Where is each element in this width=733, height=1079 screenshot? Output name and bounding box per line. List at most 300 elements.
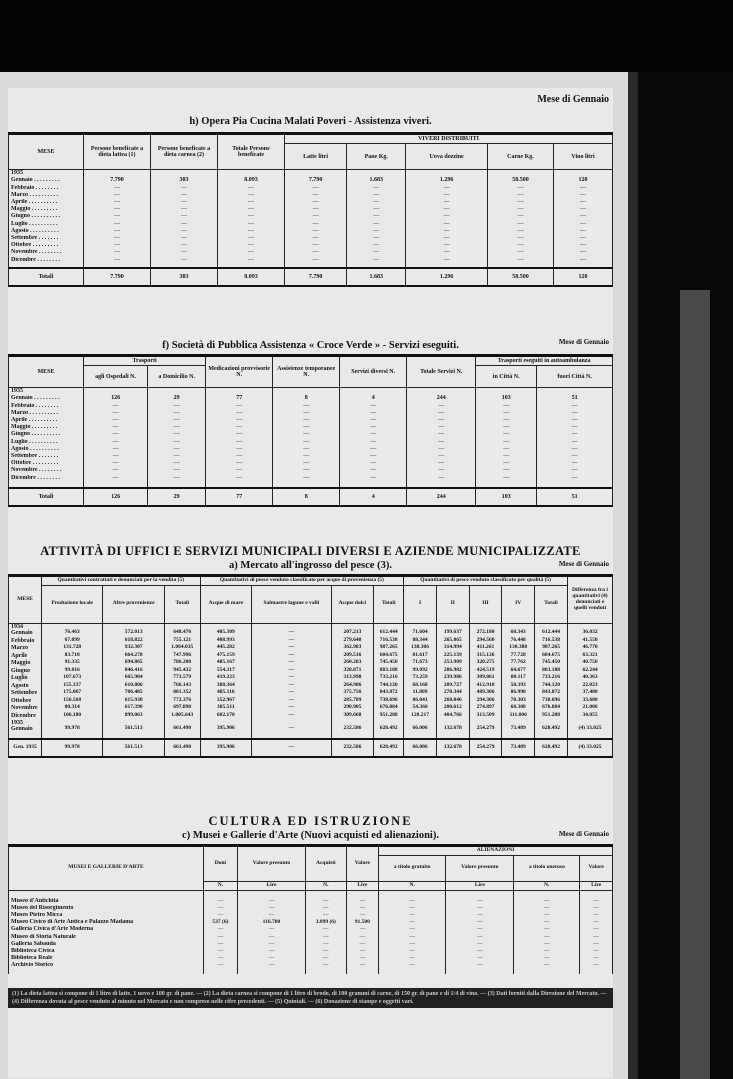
- unit: N.: [204, 881, 238, 890]
- total-cell: 628.492: [374, 739, 404, 757]
- section-h-title: h) Opera Pia Cucina Malati Poveri - Assistenza viveri.: [189, 116, 432, 127]
- data-cell: 130.388: [502, 645, 535, 653]
- total-cell: 8.093: [218, 268, 285, 286]
- col-qualita-2: II: [436, 585, 469, 623]
- unit: N.: [379, 881, 446, 890]
- data-col: 7.790 — — — — — — — — — — —: [285, 170, 347, 268]
- total-cell: 628.492: [535, 739, 568, 757]
- data-cell: 80.117: [502, 675, 535, 683]
- data-cell: 362.983: [331, 645, 374, 653]
- section-c-table: [8, 844, 613, 974]
- totals-row: [9, 488, 613, 506]
- data-cell: 260.283: [331, 660, 374, 668]
- section-c-month: Mese di Gennaio: [558, 830, 609, 838]
- data-cell: 68.168: [404, 683, 437, 691]
- totals-label: Gen. 1935: [9, 739, 42, 757]
- col-valore-presunto-alien: Valore presunto: [446, 855, 514, 881]
- col-qualita-1: I: [404, 585, 437, 623]
- total-cell: 395.906: [200, 739, 252, 757]
- data-cell: 618.822: [103, 638, 165, 646]
- total-cell: 51: [537, 488, 613, 506]
- data-cell: 91.335: [42, 660, 103, 668]
- col-musei: MUSEI E GALLERIE D'ARTE: [9, 846, 204, 891]
- data-cell: 572.013: [103, 630, 165, 638]
- month-label: Aprile: [9, 653, 42, 661]
- data-cell: —: [252, 653, 331, 661]
- col-totale-servizi: Totale Servizi N.: [407, 356, 476, 388]
- col-produzione-locale: Produzione locale: [42, 585, 103, 623]
- col-group-trasporti: Trasporti: [84, 356, 206, 366]
- year-label: 1935: [11, 388, 23, 395]
- data-cell: 272.180: [469, 630, 502, 638]
- col-mese: MESE: [9, 134, 84, 170]
- data-cell: 843.872: [374, 690, 404, 698]
- data-cell: 239.986: [436, 675, 469, 683]
- col-dieta-carnea: Persone beneficate a dieta carnea (2): [151, 134, 218, 170]
- data-cell: 54.360: [404, 705, 437, 713]
- col-assistenze: Assistenze temporanee N.: [273, 356, 340, 388]
- data-col: 303 — — — — — — — — — — —: [151, 170, 218, 268]
- data-col: 1.683 — — — — — — — — — — —: [347, 170, 406, 268]
- data-cell: 628.492: [535, 726, 568, 739]
- col-acquisti: Acquisti: [306, 846, 347, 882]
- data-cell: 706.485: [103, 690, 165, 698]
- data-cell: 766.143: [164, 683, 200, 691]
- col-totali: Totali: [164, 585, 200, 623]
- museo-name: Museo Civico di Arte Antica e Palazzo Madama: [11, 919, 134, 926]
- month-label: Ottobre: [9, 698, 42, 706]
- data-cell: 684.675: [535, 653, 568, 661]
- col-dieta-lattea: Persone beneficate a dieta lattea (1): [84, 134, 151, 170]
- data-col: 29 — — — — — — — — — — —: [148, 388, 206, 488]
- data-cell: 99.092: [404, 668, 437, 676]
- col-servizi-diversi: Servizi diversi N.: [340, 356, 407, 388]
- data-cell: 68.343: [502, 630, 535, 638]
- table-body: [9, 890, 613, 974]
- data-cell: 63.321: [568, 653, 613, 661]
- data-cell: —: [252, 668, 331, 676]
- year-label: 1934: [9, 623, 42, 630]
- col-group-alienazioni: ALIENAZIONI: [379, 846, 613, 856]
- data-cell: 80.314: [42, 705, 103, 713]
- data-cell: —: [252, 705, 331, 713]
- data-cell: 716.538: [535, 638, 568, 646]
- data-cell: 883.188: [535, 668, 568, 676]
- data-col: — — — 537 (6) — — — — — —: [204, 890, 238, 974]
- data-cell: 294.306: [469, 698, 502, 706]
- data-cell: 76.463: [42, 630, 103, 638]
- data-cell: 83.718: [42, 653, 103, 661]
- data-cell: 424.519: [469, 668, 502, 676]
- total-cell: 58.500: [487, 268, 553, 286]
- data-cell: 617.390: [103, 705, 165, 713]
- month-label: Dicembre: [9, 713, 42, 721]
- data-cell: —: [252, 638, 331, 646]
- total-cell: 661.490: [164, 739, 200, 757]
- table-row: [9, 726, 613, 739]
- data-col: — — — 91.500 — — — — — —: [346, 890, 379, 974]
- total-cell: 232.586: [331, 739, 374, 757]
- month-label: Febbraio: [9, 638, 42, 646]
- data-cell: 99.978: [42, 726, 103, 739]
- col-qualita-4: IV: [502, 585, 535, 623]
- total-cell: 7.790: [285, 268, 347, 286]
- data-cell: 99.816: [42, 668, 103, 676]
- data-cell: 37.480: [568, 690, 613, 698]
- data-cell: 405.309: [200, 630, 252, 638]
- col-group-contrattati: Quantitativi contrattati e denunciati per la vendita (5): [42, 576, 201, 586]
- month-label: Agosto: [9, 683, 42, 691]
- data-cell: 21.006: [568, 705, 613, 713]
- data-cell: 106.180: [42, 713, 103, 721]
- col-group-ambulanza: Trasporti eseguiti in autoambulanza: [476, 356, 613, 366]
- data-cell: 73.489: [502, 726, 535, 739]
- data-col: — — — — — — — — — —: [446, 890, 514, 974]
- section-a-title: a) Mercato all'ingrosso del pesce (3).: [229, 560, 392, 571]
- data-col: — — — 116.700 — — — — — —: [237, 890, 305, 974]
- total-cell: 4: [340, 488, 407, 506]
- data-cell: 684.675: [374, 653, 404, 661]
- data-cell: 232.586: [331, 726, 374, 739]
- month-label: Gennaio: [9, 726, 42, 739]
- data-cell: 694.865: [103, 660, 165, 668]
- data-cell: 270.344: [436, 690, 469, 698]
- data-cell: 279.648: [331, 638, 374, 646]
- data-cell: —: [252, 690, 331, 698]
- data-cell: 71.673: [404, 660, 437, 668]
- data-cell: —: [252, 726, 331, 739]
- data-cell: 200.612: [436, 705, 469, 713]
- musei-list: [9, 890, 204, 974]
- data-cell: (4) 33.025: [568, 726, 613, 739]
- data-cell: 313.998: [331, 675, 374, 683]
- unit: Lire: [446, 881, 514, 890]
- header-month: Mese di Gennaio: [537, 94, 609, 105]
- data-cell: 554.317: [200, 668, 252, 676]
- data-cell: 34.055: [568, 713, 613, 721]
- data-cell: 419.223: [200, 675, 252, 683]
- data-cell: —: [252, 683, 331, 691]
- data-cell: 107.673: [42, 675, 103, 683]
- data-cell: 747.996: [164, 653, 200, 661]
- data-cell: 628.492: [374, 726, 404, 739]
- data-col: 8.093 — — — — — — — — — — —: [218, 170, 285, 268]
- data-cell: 745.450: [535, 660, 568, 668]
- data-cell: 612.444: [374, 630, 404, 638]
- month-label: Maggio: [9, 660, 42, 668]
- col-latte: Latte litri: [285, 144, 347, 170]
- data-col: 58.500 — — — — — — — — — — —: [487, 170, 553, 268]
- data-cell: 716.538: [374, 638, 404, 646]
- total-cell: 1.683: [347, 268, 406, 286]
- totals-label: Totali: [9, 488, 84, 506]
- data-cell: —: [252, 660, 331, 668]
- data-cell: 661.490: [164, 726, 200, 739]
- data-cell: 561.513: [103, 726, 165, 739]
- data-cell: 225.139: [436, 653, 469, 661]
- data-cell: 175.067: [42, 690, 103, 698]
- data-cell: 951.288: [535, 713, 568, 721]
- unit: Lire: [580, 881, 613, 890]
- data-cell: 1.005.643: [164, 713, 200, 721]
- data-col: 244 — — — — — — — — — — —: [407, 388, 476, 488]
- total-cell: 303: [151, 268, 218, 286]
- data-cell: 46.770: [568, 645, 613, 653]
- museo-name: Museo Pietro Micca: [11, 912, 63, 919]
- total-cell: 66.006: [404, 739, 437, 757]
- data-cell: 253.909: [436, 660, 469, 668]
- data-col: 103 — — — — — — — — — — —: [476, 388, 537, 488]
- data-cell: —: [252, 630, 331, 638]
- total-cell: 120: [553, 268, 612, 286]
- data-cell: 664.278: [103, 653, 165, 661]
- data-cell: 648.476: [164, 630, 200, 638]
- col-totali: Totali: [374, 585, 404, 623]
- data-cell: 738.696: [535, 698, 568, 706]
- data-col: 4 — — — — — — — — — — —: [340, 388, 407, 488]
- scan-border-top: [0, 0, 733, 72]
- data-cell: 987.265: [374, 645, 404, 653]
- data-cell: 76.448: [502, 638, 535, 646]
- total-cell: —: [252, 739, 331, 757]
- data-cell: 755.121: [164, 638, 200, 646]
- data-cell: 138.306: [404, 645, 437, 653]
- section-h-table: [8, 132, 613, 287]
- total-cell: 8: [273, 488, 340, 506]
- data-col: 1.296 — — — — — — — — — — —: [406, 170, 488, 268]
- month-label: Marzo: [9, 645, 42, 653]
- data-col: 51 — — — — — — — — — — —: [537, 388, 613, 488]
- col-differenza: Differenza fra i quantitativi (4) denunciati e quelli venduti: [568, 576, 613, 624]
- museo-name: Museo del Risorgimento: [11, 904, 74, 911]
- data-cell: 58.393: [502, 683, 535, 691]
- col-titolo-oneroso: a titolo oneroso: [514, 855, 580, 881]
- data-cell: 207.213: [331, 630, 374, 638]
- col-acque-mare: Acque di mare: [200, 585, 252, 623]
- scan-shadow-strip: [680, 290, 710, 1079]
- data-cell: 77.728: [502, 653, 535, 661]
- data-cell: 313.509: [469, 713, 502, 721]
- data-cell: 385.511: [200, 705, 252, 713]
- data-cell: 155.337: [42, 683, 103, 691]
- data-cell: 199.637: [436, 630, 469, 638]
- data-cell: 881.352: [164, 690, 200, 698]
- data-cell: 951.288: [374, 713, 404, 721]
- table-body: [9, 388, 613, 488]
- data-cell: 40.363: [568, 675, 613, 683]
- data-cell: 77.762: [502, 660, 535, 668]
- museo-name: Museo d'Antichità: [11, 897, 59, 904]
- data-cell: 40.750: [568, 660, 613, 668]
- table-row: [9, 713, 613, 721]
- month-label: Luglio: [9, 675, 42, 683]
- data-cell: 733.216: [535, 675, 568, 683]
- data-cell: —: [252, 698, 331, 706]
- col-mese: MESE: [9, 576, 42, 624]
- year-label: 1935: [11, 170, 23, 177]
- data-cell: 744.120: [374, 683, 404, 691]
- col-group-qualita: Quantitativi di pesce venduto classificato per qualità (5): [404, 576, 568, 586]
- data-cell: 772.376: [164, 698, 200, 706]
- data-cell: 22.023: [568, 683, 613, 691]
- data-cell: 254.279: [469, 726, 502, 739]
- year-label: 1935: [9, 720, 42, 726]
- data-cell: 843.872: [535, 690, 568, 698]
- col-domicilio: a Domicilio N.: [148, 366, 206, 388]
- data-cell: 485.167: [200, 660, 252, 668]
- data-cell: 36.032: [568, 630, 613, 638]
- unit: N.: [306, 881, 347, 890]
- data-cell: 1.064.035: [164, 645, 200, 653]
- data-cell: 602.170: [200, 713, 252, 721]
- data-cell: 81.617: [404, 653, 437, 661]
- data-cell: 67.099: [42, 638, 103, 646]
- col-medicazioni: Medicazioni provvisorie N.: [206, 356, 273, 388]
- totals-label: Totali: [9, 268, 84, 286]
- data-cell: 404.766: [436, 713, 469, 721]
- data-cell: 733.216: [374, 675, 404, 683]
- total-cell: 132.678: [436, 739, 469, 757]
- data-cell: 86.990: [502, 690, 535, 698]
- data-cell: 309.861: [469, 675, 502, 683]
- data-cell: 33.680: [568, 698, 613, 706]
- data-cell: 615.938: [103, 698, 165, 706]
- month-label: Settembre: [9, 690, 42, 698]
- total-cell: 103: [476, 488, 537, 506]
- section-a-table: [8, 574, 613, 758]
- data-cell: 445.282: [200, 645, 252, 653]
- month-label: Gennaio: [9, 630, 42, 638]
- data-cell: 156.568: [42, 698, 103, 706]
- data-cell: 883.188: [374, 668, 404, 676]
- data-cell: 309.668: [331, 713, 374, 721]
- data-cell: 945.432: [164, 668, 200, 676]
- total-cell: 7.790: [84, 268, 151, 286]
- data-cell: 612.444: [535, 630, 568, 638]
- data-cell: 86.041: [404, 698, 437, 706]
- col-ospedali: agli Ospedali N.: [84, 366, 148, 388]
- data-cell: 388.364: [200, 683, 252, 691]
- museo-name: Museo di Storia Naturale: [11, 933, 76, 940]
- section-c-title: c) Musei e Gallerie d'Arte (Nuovi acquisti ed alienazioni).: [182, 830, 439, 841]
- data-col: 77 — — — — — — — — — — —: [206, 388, 273, 488]
- data-cell: 846.416: [103, 668, 165, 676]
- section-a-bigtitle: ATTIVITÀ DI UFFICI E SERVIZI MUNICIPALI DIVERSI E AZIENDE MUNICIPALIZZATE: [40, 544, 581, 558]
- col-group-acque: Quantitativi di pesce venduto classificato per acque di provenienza (5): [200, 576, 404, 586]
- month-label: Novembre: [9, 705, 42, 713]
- data-cell: 128.217: [404, 713, 437, 721]
- col-totale: Totale Persone beneficate: [218, 134, 285, 170]
- total-cell: 244: [407, 488, 476, 506]
- data-col: 126 — — — — — — — — — — —: [84, 388, 148, 488]
- data-col: 120 — — — — — — — — — — —: [553, 170, 612, 268]
- data-cell: 68.308: [502, 705, 535, 713]
- section-f-table: [8, 354, 613, 507]
- data-cell: 314.994: [436, 645, 469, 653]
- data-cell: 676.884: [374, 705, 404, 713]
- col-qualita-3: III: [469, 585, 502, 623]
- data-cell: 71.604: [404, 630, 437, 638]
- total-cell: 99.978: [42, 739, 103, 757]
- data-cell: 697.890: [164, 705, 200, 713]
- data-cell: 320.275: [469, 660, 502, 668]
- page-edge: [628, 72, 638, 1079]
- data-cell: 395.906: [200, 726, 252, 739]
- data-cell: —: [252, 713, 331, 721]
- footnote: (1) La dieta lattea si compone di 1 litro di latte, 1 uovo e 100 gr. di pane. — (2) La dieta carnea si compone di 1 litro di brodo, di 100 grammi di carne, di 150 gr. di pane e di 1/4 di vino. — (3) Dati forniti dalla Direzione del Mercato. — (4) Differenza dovuta al pesce venduto al minuto nel Mercato e non compreso nelle cifre precedenti. — (5) Quintali. — (6) Donazione di stampe e oggetti vari.: [8, 988, 613, 1008]
- col-salmastre: Salmastre lagune e valli: [252, 585, 331, 623]
- data-cell: 268.046: [436, 698, 469, 706]
- data-cell: 294.560: [469, 638, 502, 646]
- data-cell: 773.579: [164, 675, 200, 683]
- data-cell: 78.303: [502, 698, 535, 706]
- col-acque-dolci: Acque dolci: [331, 585, 374, 623]
- section-c-bigtitle: CULTURA ED ISTRUZIONE: [208, 814, 413, 828]
- month-list: 1935 Gennaio . . . . . . . . . Febbraio . . . . . . . . Marzo . . . . . . . . . . Aprile . . . . . . . . . . Maggio . . . . . . . . . Giugno . . . . . . . . . . Luglio . . . . . . . . . . Agosto . . . . . . . . . . Settembre . . . . . . . Ottobre . . . . . . . . . Novembre . . . . . . . . Dicembre . . . . . . . .: [9, 170, 84, 268]
- museo-name: Biblioteca Civica: [11, 948, 55, 955]
- data-cell: 290.905: [331, 705, 374, 713]
- data-cell: 475.159: [200, 653, 252, 661]
- data-cell: 738.696: [374, 698, 404, 706]
- data-cell: 73.259: [404, 675, 437, 683]
- col-pane: Pane Kg.: [347, 144, 406, 170]
- section-f-month: Mese di Gennaio: [558, 338, 609, 346]
- data-cell: 899.063: [103, 713, 165, 721]
- col-valore-alien: Valore: [580, 855, 613, 881]
- data-cell: 209.727: [436, 683, 469, 691]
- col-group-viveri: VIVERI DISTRIBUITI: [285, 134, 613, 144]
- col-fuori-citta: fuori Città N.: [537, 366, 613, 388]
- month-list: 1935 Gennaio . . . . . . . . . Febbraio . . . . . . . . Marzo . . . . . . . . . . Aprile . . . . . . . . . . Maggio . . . . . . . . . Giugno . . . . . . . . . . Luglio . . . . . . . . . . Agosto . . . . . . . . . . Settembre . . . . . . . Ottobre . . . . . . . . . Novembre . . . . . . . . Dicembre . . . . . . . .: [9, 388, 84, 488]
- col-valore: Valore: [346, 846, 379, 882]
- total-cell: 73.489: [502, 739, 535, 757]
- data-cell: —: [252, 675, 331, 683]
- data-cell: 745.450: [374, 660, 404, 668]
- data-cell: 932.307: [103, 645, 165, 653]
- section-f-title: f) Società di Pubblica Assistenza « Croce Verde » - Servizi eseguiti.: [162, 340, 459, 351]
- data-col: — — — — — — — — — —: [514, 890, 580, 974]
- total-cell: 1.296: [406, 268, 488, 286]
- total-cell: 77: [206, 488, 273, 506]
- unit: N.: [514, 881, 580, 890]
- data-col: 7.790 — — — — — — — — — — —: [84, 170, 151, 268]
- data-cell: 786.200: [164, 660, 200, 668]
- data-cell: 132.678: [436, 726, 469, 739]
- data-col: — — — 3.099 (6) — — — — — —: [306, 890, 347, 974]
- museo-name: Biblioteca Reale: [11, 955, 53, 962]
- data-cell: 315.126: [469, 653, 502, 661]
- data-cell: 131.728: [42, 645, 103, 653]
- data-cell: 11.809: [404, 690, 437, 698]
- data-cell: 676.884: [535, 705, 568, 713]
- data-cell: 64.677: [502, 668, 535, 676]
- data-cell: 744.120: [535, 683, 568, 691]
- col-mese: MESE: [9, 356, 84, 388]
- data-cell: 41.550: [568, 638, 613, 646]
- unit: Lire: [237, 881, 305, 890]
- col-doni: Doni: [204, 846, 238, 882]
- table-body: [9, 170, 613, 268]
- col-titolo-gratuito: a titolo gratuito: [379, 855, 446, 881]
- data-cell: 209.516: [331, 653, 374, 661]
- data-cell: 328.871: [331, 668, 374, 676]
- col-uova: Uova dozzine: [406, 144, 488, 170]
- data-cell: 408.993: [200, 638, 252, 646]
- data-cell: 62.244: [568, 668, 613, 676]
- data-cell: 66.006: [404, 726, 437, 739]
- total-cell: 126: [84, 488, 148, 506]
- totals-row: [9, 268, 613, 286]
